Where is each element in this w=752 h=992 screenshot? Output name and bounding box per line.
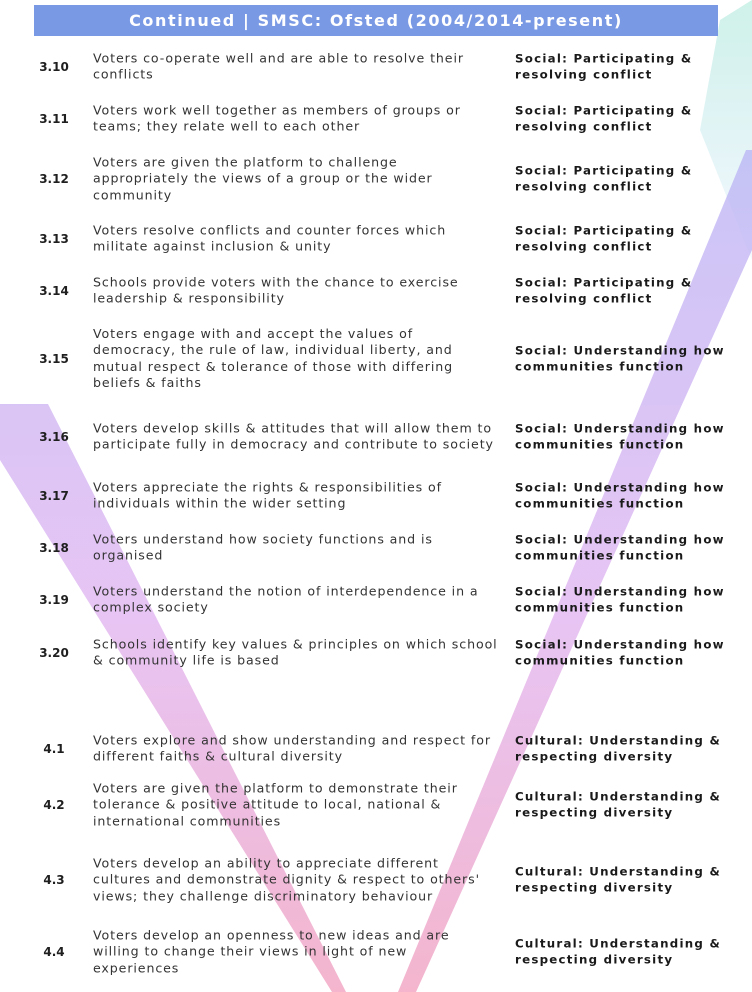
row-category: Cultural: Understanding & respecting diversity <box>515 936 722 967</box>
row-number: 3.20 <box>39 646 69 660</box>
row-description: Voters develop an ability to appreciate different cultures and demonstrate dignity & respect to others' views; they challenge discriminatory behaviour <box>93 855 480 904</box>
row-category: Social: Understanding how communities function <box>515 343 725 374</box>
row-number: 3.14 <box>39 284 69 298</box>
row-description: Voters understand the notion of interdependence in a complex society <box>93 583 479 615</box>
row-description: Voters understand how society functions and is organised <box>93 531 433 563</box>
row-number: 3.13 <box>39 232 69 246</box>
table-row <box>0 97 752 141</box>
row-number: 3.11 <box>39 112 69 126</box>
row-number: 3.19 <box>39 593 69 607</box>
row-description: Voters are given the platform to demonstrate their tolerance & positive attitude to local, national & international communities <box>93 780 458 829</box>
row-category: Social: Understanding how communities function <box>515 532 725 563</box>
row-number: 4.1 <box>43 742 65 756</box>
row-number: 3.15 <box>39 352 69 366</box>
row-category: Social: Participating & resolving conflict <box>515 51 693 82</box>
row-number: 3.18 <box>39 541 69 555</box>
table-row <box>0 727 752 771</box>
table-row <box>0 775 752 835</box>
row-number: 3.16 <box>39 430 69 444</box>
row-number: 4.4 <box>43 945 65 959</box>
row-category: Social: Understanding how communities function <box>515 421 725 452</box>
row-category: Social: Participating & resolving conflict <box>515 103 693 134</box>
row-description: Voters are given the platform to challenge appropriately the views of a group or the wider community <box>93 154 433 203</box>
row-description: Voters develop skills & attitudes that will allow them to participate fully in democracy and contribute to society <box>93 420 494 452</box>
row-category: Social: Participating & resolving conflict <box>515 275 693 306</box>
row-description: Voters appreciate the rights & responsibilities of individuals within the wider setting <box>93 479 442 511</box>
table-row <box>0 325 752 393</box>
row-category: Social: Participating & resolving conflict <box>515 163 693 194</box>
row-description: Voters work well together as members of groups or teams; they relate well to each other <box>93 102 461 134</box>
row-description: Voters engage with and accept the values of democracy, the rule of law, individual liberty, and mutual respect & tolerance of those with differing beliefs & faiths <box>93 326 454 391</box>
section-header: Continued | SMSC: Ofsted (2004/2014-present) <box>34 5 718 36</box>
row-category: Social: Understanding how communities function <box>515 584 725 615</box>
row-number: 3.10 <box>39 60 69 74</box>
row-description: Schools identify key values & principles on which school & community life is based <box>93 636 498 668</box>
row-number: 3.17 <box>39 489 69 503</box>
table-row <box>0 578 752 622</box>
table-row <box>0 526 752 570</box>
table-row <box>0 269 752 313</box>
row-description: Voters co-operate well and are able to resolve their conflicts <box>93 50 464 82</box>
row-category: Social: Understanding how communities function <box>515 480 725 511</box>
table-row <box>0 407 752 467</box>
row-category: Cultural: Understanding & respecting diversity <box>515 733 722 764</box>
row-category: Cultural: Understanding & respecting diversity <box>515 864 722 895</box>
row-description: Voters develop an openness to new ideas and are willing to change their views in light of new experiences <box>93 927 450 976</box>
row-number: 4.2 <box>43 798 65 812</box>
row-category: Social: Participating & resolving conflict <box>515 223 693 254</box>
table-row <box>0 631 752 675</box>
row-number: 3.12 <box>39 172 69 186</box>
row-description: Voters explore and show understanding and respect for different faiths & cultural diversity <box>93 732 491 764</box>
row-description: Schools provide voters with the chance to exercise leadership & responsibility <box>93 274 459 306</box>
row-description: Voters resolve conflicts and counter forces which militate against inclusion & unity <box>93 222 447 254</box>
row-number: 4.3 <box>43 873 65 887</box>
row-category: Cultural: Understanding & respecting diversity <box>515 789 722 820</box>
table-row <box>0 474 752 518</box>
table-row <box>0 45 752 89</box>
table-row <box>0 842 752 918</box>
row-category: Social: Understanding how communities function <box>515 637 725 668</box>
table-row <box>0 922 752 982</box>
table-row <box>0 217 752 261</box>
table-row <box>0 149 752 209</box>
